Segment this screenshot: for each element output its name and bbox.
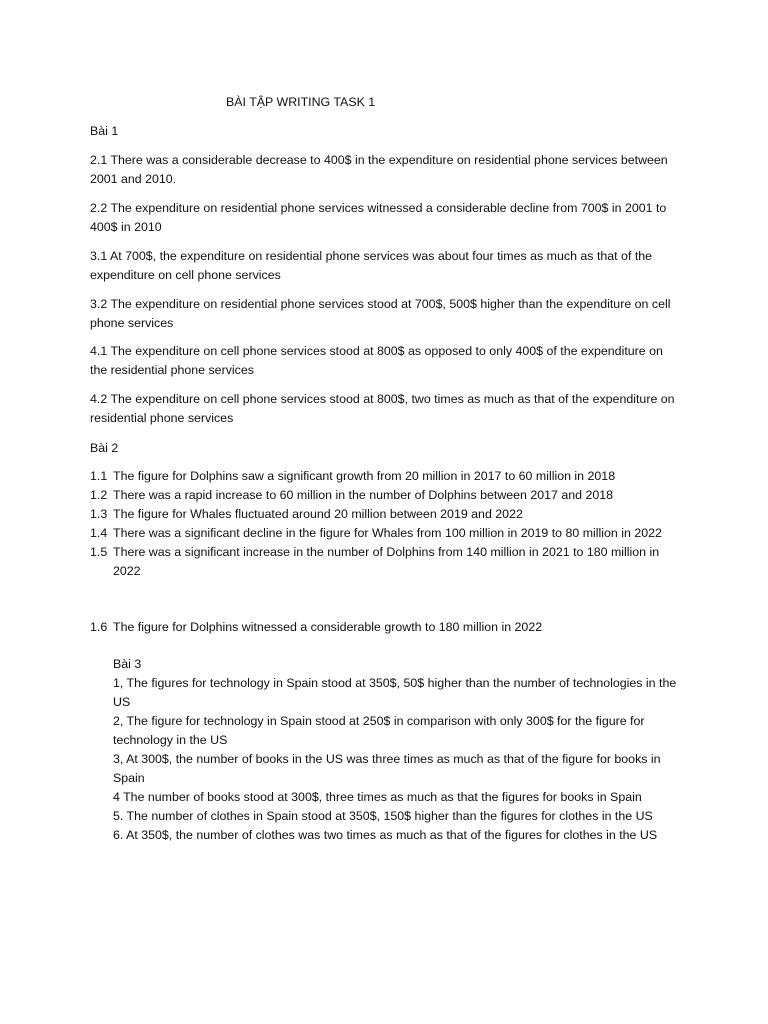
list-item-text: The figure for Dolphins saw a significant growth from 20 million in 2017 to 60 million in 2018 <box>113 469 616 483</box>
list-item-text: There was a significant decline in the figure for Whales from 100 million in 2019 to 80 million in 2022 <box>113 526 662 540</box>
paragraph-4-2: 4.2 The expenditure on cell phone services stood at 800$, two times as much as that of the expenditure on residential phone services <box>90 392 675 425</box>
list-item: 1, The figures for technology in Spain stood at 350$, 50$ higher than the number of technologies in the US <box>113 676 677 709</box>
list-item <box>90 543 680 581</box>
section-label-bai-2: Bài 2 <box>90 441 119 455</box>
section-label-bai-1: Bài 1 <box>90 124 119 138</box>
list-item <box>90 505 680 524</box>
list-item-text: The figure for Whales fluctuated around 20 million between 2019 and 2022 <box>113 507 523 521</box>
paragraph-2-1: 2.1 There was a considerable decrease to 400$ in the expenditure on residential phone services between 2001 and 2010. <box>90 153 668 186</box>
list-item: 3, At 300$, the number of books in the US was three times as much as that of the figure for books in Spain <box>113 752 661 785</box>
list-item-text: There was a rapid increase to 60 million in the number of Dolphins between 2017 and 2018 <box>113 488 614 502</box>
bai-2-extra-list <box>90 618 680 637</box>
list-item <box>90 524 680 543</box>
list-item: 5. The number of clothes in Spain stood at 350$, 150$ higher than the figures for clothes in the US <box>113 809 653 823</box>
bai-3-list <box>113 674 683 845</box>
list-item-number: 1.3 <box>90 507 108 521</box>
list-item-text: There was a significant increase in the number of Dolphins from 140 million in 2021 to 180 million in 2022 <box>113 545 660 578</box>
document-title: BÀI TẬP WRITING TASK 1 <box>226 95 376 109</box>
paragraph-2-2: 2.2 The expenditure on residential phone services witnessed a considerable decline from 700$ in 2001 to 400$ in 2010 <box>90 201 667 234</box>
list-item-number: 1.4 <box>90 526 108 540</box>
bai-2-list <box>90 467 680 581</box>
list-item-number: 1.5 <box>90 545 108 559</box>
list-item-number: 1.2 <box>90 488 108 502</box>
paragraph-4-1: 4.1 The expenditure on cell phone services stood at 800$ as opposed to only 400$ of the expenditure on the residential phone services <box>90 344 663 377</box>
list-item: 2, The figure for technology in Spain stood at 250$ in comparison with only 300$ for the figure for technology in the US <box>113 714 645 747</box>
list-item-number: 1.1 <box>90 469 108 483</box>
section-label-bai-3: Bài 3 <box>113 657 142 671</box>
list-item: 6. At 350$, the number of clothes was two times as much as that of the figures for clothes in the US <box>113 828 658 842</box>
list-item <box>90 486 680 505</box>
list-item <box>90 618 680 637</box>
list-item: 4 The number of books stood at 300$, three times as much as that the figures for books in Spain <box>113 790 642 804</box>
paragraph-3-1: 3.1 At 700$, the expenditure on residential phone services was about four times as much as that of the expenditure on cell phone services <box>90 249 653 282</box>
list-item-text: The figure for Dolphins witnessed a considerable growth to 180 million in 2022 <box>113 620 543 634</box>
list-item-number: 1.6 <box>90 620 108 634</box>
list-item <box>90 467 680 486</box>
paragraph-3-2: 3.2 The expenditure on residential phone services stood at 700$, 500$ higher than the expenditure on cell phone services <box>90 297 671 330</box>
